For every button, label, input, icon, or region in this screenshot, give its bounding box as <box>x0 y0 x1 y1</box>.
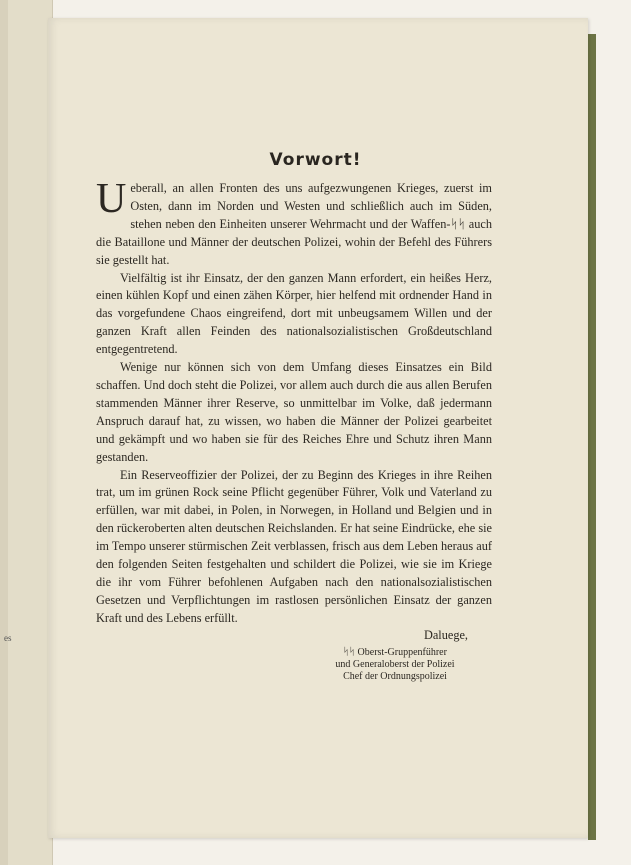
paragraph-3: Wenige nur können sich von dem Umfang dieses Einsatzes ein Bild schaffen. Und doch steht die Polizei, vor allem auch durch die aus allen Berufen stammenden Männer ihrer Reserve, so unmittelbar im Volke, daß jedermann Anspruch darauf hat, zu wissen, wo haben die Männer der Polizei gearbeitet und gekämpft und wo haben sie für des Reiches Ehre und Schutz ihren Mann gestanden. <box>96 360 492 464</box>
left-page-text-fragment: es <box>4 633 12 643</box>
signature-position: Chef der Ordnungspolizei <box>343 671 447 682</box>
signature-rank: ᛋᛋ Oberst-Gruppenführer <box>343 647 447 658</box>
paragraph-2: Vielfältig ist ihr Einsatz, der den ganzen Mann erfordert, ein heißes Herz, einen kühlen Kopf und einen zähen Körper, hier helfend mit ordnender Hand in das vorgefundene Chaos eingreifend, dort mit unbeugsamem Willen und der ganzen Kraft allen Feinden des nationalsozialistischen Großdeutschland entgegentretend. <box>96 270 492 357</box>
page-title: Vorwort! <box>269 150 362 170</box>
signature-name: Daluege, <box>423 628 468 642</box>
left-page-edge <box>0 0 53 865</box>
drop-cap: U <box>96 176 127 222</box>
foreword-body <box>96 176 492 628</box>
signature-title: und Generaloberst der Polizei <box>335 659 455 670</box>
book-spine <box>0 0 8 865</box>
paragraph-4: Ein Reserveoffizier der Polizei, der zu Beginn des Krieges in ihre Reihen trat, um im grünen Rock seine Pflicht gegenüber Führer, Volk und Vaterland zu erfüllen, war mit dabei, in Polen, in Norwegen, in Holland und Belgien und in den rückeroberten alten deutschen Reichslanden. Er hat seine Eindrücke, ehe sie im Tempo unserer stürmischen Zeit verblassen, frisch aus dem Leben heraus auf den folgenden Seiten festgehalten und schildert die Polizei, wie sie im Kriege die ihr vom Führer befohlenen Aufgaben nach den nationalsozialistischen Gesetzen und Verpflichtungen im rastlosen persönlichen Einsatz der ganzen Kraft und des Lebens erfüllt. <box>96 467 492 625</box>
paragraph-1-text: eberall, an allen Fronten des uns aufgezwungenen Krieges, zuerst im Osten, dann im Norden und Westen und schließlich auch im Süden, stehen neben den Einheiten unserer Wehrmacht und der Waffen-ᛋᛋ auch die Bataillone und Männer der deutschen Polizei, wohin der Befehl des Führers sie gestellt hat. <box>96 181 492 267</box>
signature-block <box>300 628 490 683</box>
paragraph-1 <box>96 176 492 270</box>
